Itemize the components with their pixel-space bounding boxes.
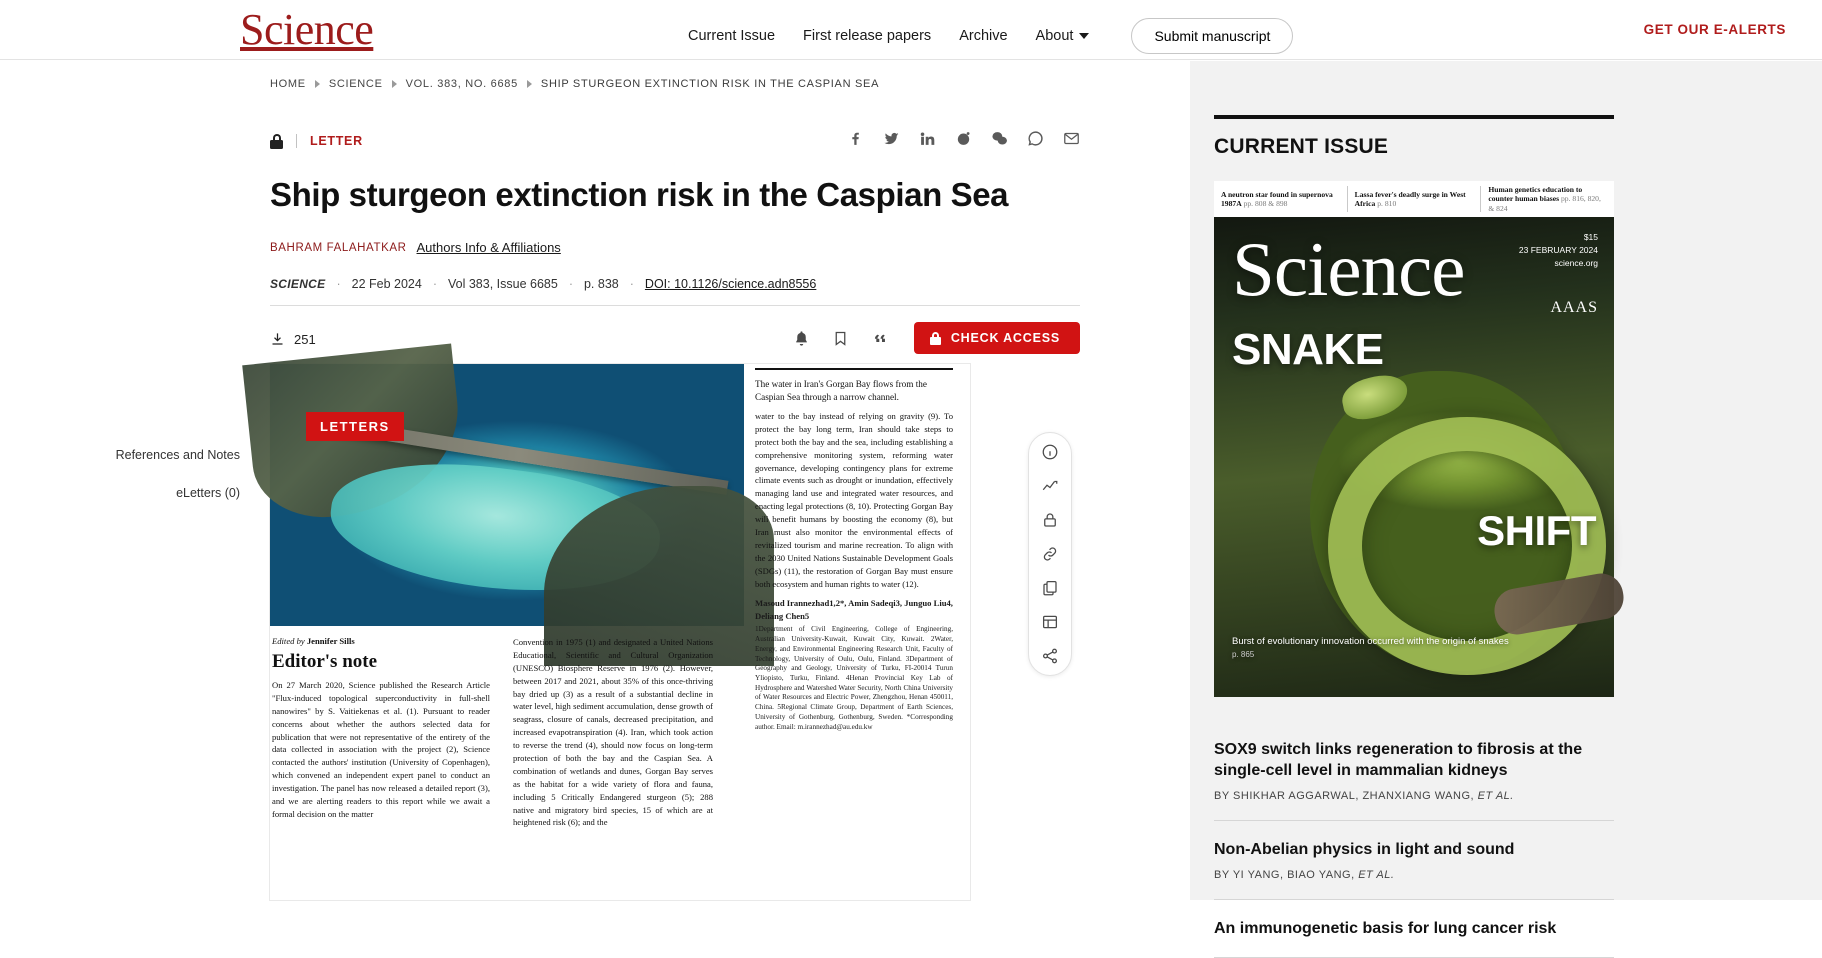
article-photo <box>270 364 744 626</box>
download-count-value: 251 <box>294 331 316 347</box>
current-issue-heading: CURRENT ISSUE <box>1214 135 1389 158</box>
check-access-button[interactable] <box>914 322 1080 354</box>
download-icon <box>270 331 285 347</box>
cover-blurb-page: p. 865 <box>1232 650 1255 659</box>
share-icon[interactable] <box>1041 647 1059 665</box>
list-item[interactable] <box>1214 719 1614 821</box>
pdf-column-middle <box>513 636 713 829</box>
chevron-right-icon <box>315 80 320 88</box>
metrics-icon[interactable] <box>1041 477 1059 495</box>
doi-link[interactable]: DOI: 10.1126/science.adn8556 <box>644 277 817 291</box>
nav-archive[interactable]: Archive <box>959 28 1008 44</box>
nav-eletters[interactable]: eLetters (0) <box>176 486 240 500</box>
chevron-right-icon <box>392 80 397 88</box>
page-number: p. 838 <box>583 277 619 291</box>
cover-url: science.org <box>1554 257 1598 268</box>
publication-date: 22 Feb 2024 <box>351 277 422 291</box>
article-header <box>270 130 1080 356</box>
copy-icon[interactable] <box>1041 579 1059 597</box>
pdf-preview[interactable] <box>270 364 970 900</box>
article-tools <box>793 322 1080 354</box>
pdf-authors: Masoud Irannezhad1,2*, Amin Sadeqi3, Junguo Liu4, Deliang Chen5 <box>755 598 953 621</box>
nav-references-and-notes[interactable]: References and Notes <box>115 448 240 462</box>
photo-caption: The water in Iran's Gorgan Bay flows from the Caspian Sea through a narrow channel. <box>755 368 953 404</box>
email-icon[interactable] <box>1063 130 1080 147</box>
nav-first-release-papers[interactable]: First release papers <box>803 28 932 44</box>
cover-headline-top: SNAKE <box>1232 325 1384 374</box>
page-title: Ship sturgeon extinction risk in the Caspian Sea <box>270 176 1009 213</box>
permissions-lock-icon[interactable] <box>1041 511 1059 529</box>
floating-tool-rail <box>1028 432 1072 676</box>
table-icon[interactable] <box>1041 613 1059 631</box>
site-logo[interactable]: Science <box>240 5 374 54</box>
alert-bell-icon[interactable] <box>793 330 810 347</box>
authors-info-affiliations-link[interactable]: Authors Info & Affiliations <box>416 240 561 255</box>
edited-by-name: Jennifer Sills <box>306 636 355 646</box>
pdf-column-left <box>272 636 490 821</box>
nav-about[interactable] <box>1036 28 1090 44</box>
article-link[interactable]: An immunogenetic basis for lung cancer risk <box>1214 920 1557 938</box>
whatsapp-icon[interactable] <box>1027 130 1044 147</box>
reddit-icon[interactable] <box>955 130 972 147</box>
cover-date: 23 FEBRUARY 2024 <box>1518 244 1598 255</box>
pdf-affiliations: 1Department of Civil Engineering, College of Engineering, Australian University-Kuwait, Kuwait City, Kuwait. 2Water, Energy, and Environmental Engineering Research Unit, Faculty of Technology, University of Oulu, Oulu, Finland. 3Department of Geography and Geology, University of Turku, FI-20014 Turun Yliopisto, Turku, Finland. 4Henan Provincial Key Lab of Hydrosphere and Watershed Water Security, North China University of Water Resources and Electric Power, Zhengzhou, Henan 450011, China. 5Regional Climate Group, Department of Earth Sciences, University of Gothenburg, Gothenburg, Sweden. *Corresponding author. Email: m.irannezhad@au.edu.kw <box>755 625 953 731</box>
current-issue-article-list <box>1214 719 1614 958</box>
author-name[interactable]: BAHRAM FALAHATKAR <box>270 241 407 254</box>
quote-icon[interactable] <box>871 330 888 347</box>
article-section-nav <box>100 448 240 524</box>
editors-note-heading: Editor's note <box>272 651 378 672</box>
letters-badge: LETTERS <box>306 412 404 441</box>
cover-teaser-2-text: Lassa fever's deadly surge in West Africa <box>1354 189 1466 208</box>
lock-icon <box>270 134 283 149</box>
current-issue-panel <box>1214 115 1614 958</box>
share-toolbar <box>847 130 1080 147</box>
submit-manuscript-button[interactable]: Submit manuscript <box>1131 18 1293 54</box>
cover-issue-info <box>1519 231 1598 269</box>
cover-teaser-2 <box>1348 186 1482 213</box>
article-byline <box>1214 869 1614 881</box>
cover-teaser-2-page: p. 810 <box>1377 199 1397 208</box>
wechat-icon[interactable] <box>991 130 1008 147</box>
article-link[interactable]: SOX9 switch links regeneration to fibrosis at the single-cell level in mammalian kidneys <box>1214 741 1583 780</box>
breadcrumb-current: SHIP STURGEON EXTINCTION RISK IN THE CASPIAN SEA <box>540 78 880 90</box>
issue-cover-image[interactable] <box>1214 181 1614 697</box>
article-type-label: LETTER <box>310 134 363 148</box>
linkedin-icon[interactable] <box>919 130 936 147</box>
byline-authors: SHIKHAR AGGARWAL, ZHANXIANG WANG, <box>1233 790 1475 803</box>
cover-teaser-1 <box>1214 186 1348 213</box>
cover-teaser-3 <box>1481 181 1614 217</box>
lock-icon <box>930 332 941 345</box>
byline-prefix: BY <box>1214 869 1230 882</box>
cover-teaser-3-text: Human genetics education to counter human biases <box>1488 184 1583 204</box>
journal-name: SCIENCE <box>270 277 326 291</box>
chevron-right-icon <box>527 80 532 88</box>
editors-note-text: On 27 March 2020, Science published the Research Article "Flux-induced topological superconductivity in full-shell nanowires" by S. Vaitiekenas et al. (1). Pursuant to reader concerns about whether the authors selected data for publication that were not representative of the entirety of the data collected in association with the project (2), Science contacted the authors' institution (University of Copenhagen), which convened an independent expert panel to conduct an investigation. The panel has now released a detailed report (3), and we are alerting readers to this report while we await a formal decision on the matter <box>272 680 490 819</box>
article-byline <box>1214 790 1614 802</box>
separator-dot: · <box>568 277 573 291</box>
pdf-column-right <box>755 410 953 732</box>
byline-authors: YI YANG, BIAO YANG, <box>1232 869 1355 882</box>
separator-dot: · <box>629 277 634 291</box>
facebook-icon[interactable] <box>847 130 864 147</box>
panel-top-rule <box>1214 115 1614 119</box>
pdf-body-middle: Convention in 1975 (1) and designated a United Nations Educational, Scientific and Cultural Organization (UNESCO) Biosphere Reserve in 1976 (2). However, between 2017 and 2021, about 35% of this once-thriving bay dried up (3) as a result of a substantial decline in water level, high sediment accumulation, dense growth of seagrass, closure of canals, decreased precipitation, and increased evapotranspiration (4). Iran, which took action to reverse the trend (4), should now focus on long-term protection of both the bay and the Caspian Sea. A combination of wetlands and dunes, Gorgan Bay serves as the habitat for a wide variety of flora and fauna, including 5 Critically Endangered sturgeon (5); 288 native and migratory bird species, 15 of which are at heightened risk (6); and the <box>513 637 713 828</box>
byline-prefix: BY <box>1214 790 1230 803</box>
breadcrumb-science[interactable]: SCIENCE <box>328 78 383 90</box>
publication-info <box>270 277 1080 306</box>
edited-by-label: Edited by <box>272 636 305 646</box>
article-link[interactable]: Non-Abelian physics in light and sound <box>1214 841 1515 859</box>
chevron-down-icon <box>1079 33 1089 39</box>
cover-teaser-3-page: pp. 816, 820, & 824 <box>1488 194 1601 213</box>
cover-publisher: AAAS <box>1550 299 1598 316</box>
site-header <box>0 0 1822 60</box>
list-item[interactable] <box>1214 821 1614 900</box>
volume-issue: Vol 383, Issue 6685 <box>448 277 558 291</box>
twitter-icon[interactable] <box>883 130 900 147</box>
pdf-body-right: water to the bay instead of relying on gravity (9). To protect the bay long term, Iran should take steps to protect both the bay and the sea, including establishing a comprehensive monitoring system, reforming water governance, developing contingency plans for extreme climate events such as drought or inundation, effectively managing land use and integrated water resources, and enacting legal protections (8, 10). Protecting Gorgan Bay will benefit humans by boosting the economy (8), but Iran must also monitor the environmental effects of revitalized tourism and marine recreation. To align with the 2030 United Nations Sustainable Development Goals (SDGs) (11), the restoration of Gorgan Bay must ensure both ecosystem and human rights to water (12). <box>755 411 953 589</box>
edited-by <box>272 636 490 646</box>
list-item[interactable] <box>1214 900 1614 958</box>
byline-etal: ET AL. <box>1358 869 1395 882</box>
cover-price-value: $15 <box>1583 232 1598 242</box>
cover-teaser-bar <box>1214 181 1614 217</box>
divider <box>296 134 297 148</box>
cover-headline-bottom: SHIFT <box>1477 507 1596 554</box>
cover-masthead: Science <box>1232 226 1465 312</box>
cover-blurb-text: Burst of evolutionary innovation occurred with the origin of snakes <box>1232 635 1509 647</box>
byline-etal: ET AL. <box>1477 790 1514 803</box>
info-icon[interactable] <box>1041 443 1059 461</box>
breadcrumb-volume[interactable]: VOL. 383, NO. 6685 <box>405 78 518 90</box>
nav-current-issue[interactable]: Current Issue <box>688 28 776 44</box>
breadcrumb-home[interactable]: HOME <box>270 78 306 90</box>
bookmark-icon[interactable] <box>832 330 849 347</box>
author-line <box>270 240 1080 255</box>
link-icon[interactable] <box>1041 545 1059 563</box>
breadcrumb <box>270 78 879 90</box>
main-navigation <box>688 18 1293 54</box>
article-meta-row <box>270 130 1080 152</box>
nav-about-label[interactable]: About <box>1035 28 1074 44</box>
check-access-label: CHECK ACCESS <box>950 331 1060 345</box>
cover-teaser-1-text: A neutron star found in supernova 1987A <box>1221 189 1333 208</box>
separator-dot: · <box>432 277 437 291</box>
get-e-alerts-link[interactable]: GET OUR E-ALERTS <box>1643 22 1786 37</box>
download-count[interactable] <box>270 331 316 347</box>
cover-blurb <box>1232 635 1509 661</box>
separator-dot: · <box>336 277 341 291</box>
cover-teaser-1-page: pp. 808 & 898 <box>1243 199 1288 208</box>
pdf-fade-overlay <box>270 884 970 900</box>
